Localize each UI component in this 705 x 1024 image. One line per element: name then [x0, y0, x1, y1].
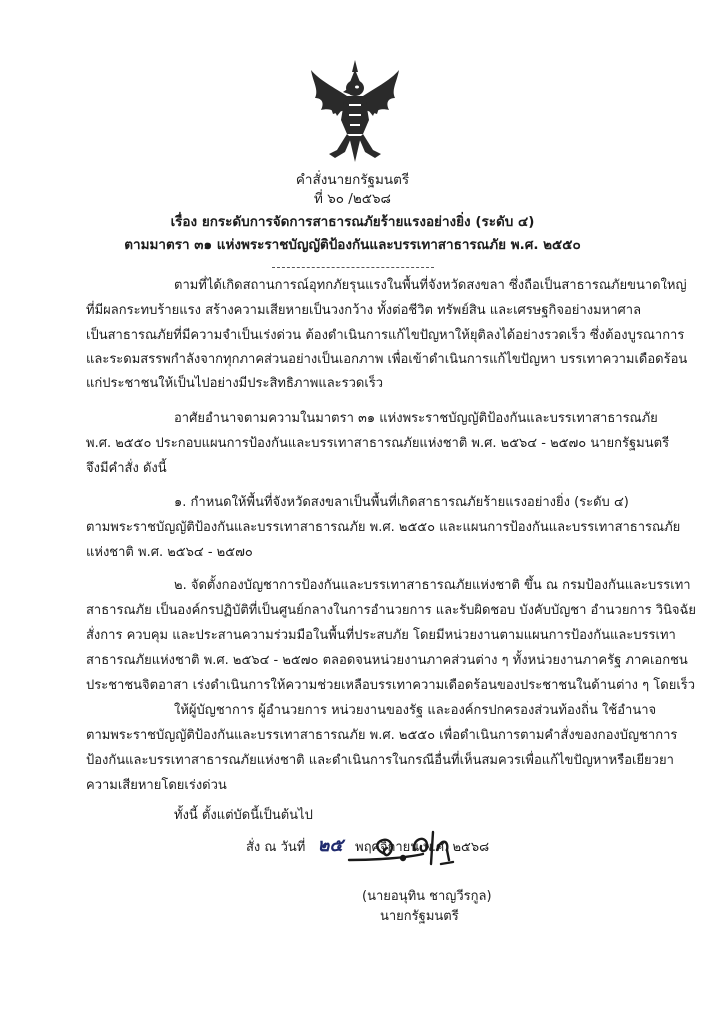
para4-line: ประชาชนจิตอาสา เร่งดำเนินการให้ความช่วยเหลือบรรเทาความเดือดร้อนของประชาชนในด้านต่าง ๆ โดยเร็ว — [86, 678, 696, 693]
para5-line: ตามพระราชบัญญัติป้องกันและบรรเทาสาธารณภัย พ.ศ. ๒๕๕๐ เพื่อดำเนินการตามคำสั่งของกองบัญชาการ — [86, 728, 678, 743]
document-number: ที่ ๖๐ /๒๕๖๘ — [314, 191, 391, 207]
para1-line: ที่มีผลกระทบร้ายแรง สร้างความเสียหายเป็นวงกว้าง ทั้งต่อชีวิต ทรัพย์สิน และเศรษฐกิจอย่างมหาศาล — [86, 303, 642, 318]
para3-line: ตามพระราชบัญญัติป้องกันและบรรเทาสาธารณภัย พ.ศ. ๒๕๕๐ และแผนการป้องกันและบรรเทาสาธารณภัย — [86, 520, 681, 535]
divider — [272, 267, 434, 268]
para3-line: ๑. กำหนดให้พื้นที่จังหวัดสงขลาเป็นพื้นที่เกิดสาธารณภัยร้ายแรงอย่างยิ่ง (ระดับ ๔) — [174, 495, 629, 510]
para2-line: อาศัยอำนาจตามความในมาตรา ๓๑ แห่งพระราชบัญญัติป้องกันและบรรเทาสาธารณภัย — [174, 411, 658, 426]
signer-title: นายกรัฐมนตรี — [380, 909, 459, 924]
signer-name: (นายอนุทิน ชาญวีรกูล) — [362, 889, 492, 904]
para4-line: สาธารณภัย เป็นองค์กรปฏิบัติที่เป็นศูนย์กลางในการอำนวยการ และรับผิดชอบ บังคับบัญชา อำนวยการ วินิจฉัย — [86, 603, 697, 618]
date-day: ๒๕ — [317, 835, 344, 856]
subject-line-2: ตามมาตรา ๓๑ แห่งพระราชบัญญัติป้องกันและบรรเทาสาธารณภัย พ.ศ. ๒๕๕๐ — [124, 237, 581, 253]
para1-line: และระดมสรรพกำลังจากทุกภาคส่วนอย่างเป็นเอกภาพ เพื่อเข้าดำเนินการแก้ไขปัญหา บรรเทาความเดือดร้อน — [86, 352, 688, 367]
para1-line: เป็นสาธารณภัยที่มีความจำเป็นเร่งด่วน ต้องดำเนินการแก้ไขปัญหาให้ยุติลงได้อย่างรวดเร็ว ซึ่งต้องบูรณาการ — [86, 328, 685, 343]
para1-line: ตามที่ได้เกิดสถานการณ์อุทกภัยรุนแรงในพื้นที่จังหวัดสงขลา ซึ่งถือเป็นสาธารณภัยขนาดใหญ่ — [174, 278, 687, 293]
handwritten-signature-icon — [345, 820, 475, 880]
subject-line-1: เรื่อง ยกระดับการจัดการสาธารณภัยร้ายแรงอย่างยิ่ง (ระดับ ๔) — [170, 214, 535, 230]
garuda-emblem-icon — [305, 58, 405, 164]
para1-line: แก่ประชาชนให้เป็นไปอย่างมีประสิทธิภาพและรวดเร็ว — [86, 376, 384, 391]
para4-line: สั่งการ ควบคุม และประสานความร่วมมือในพื้นที่ประสบภัย โดยมีหน่วยงานตามแผนการป้องกันและบรรเทา — [86, 628, 676, 643]
para4-line: สาธารณภัยแห่งชาติ พ.ศ. ๒๕๖๔ - ๒๕๗๐ ตลอดจนหน่วยงานภาคส่วนต่าง ๆ ทั้งหน่วยงานภาครัฐ ภาคเอกชน — [86, 653, 688, 668]
para2-line: จึงมีคำสั่ง ดังนี้ — [86, 461, 167, 476]
para5-line: ให้ผู้บัญชาการ ผู้อำนวยการ หน่วยงานของรัฐ และองค์กรปกครองส่วนท้องถิ่น ใช้อำนาจ — [174, 703, 657, 718]
para3-line: แห่งชาติ พ.ศ. ๒๕๖๔ - ๒๕๗๐ — [86, 545, 253, 560]
para5-line: ป้องกันและบรรเทาสาธารณภัยแห่งชาติ และดำเนินการในกรณีอื่นที่เห็นสมควรเพื่อแก้ไขปัญหาหรือเยียวยา — [86, 753, 674, 768]
document-title: คำสั่งนายกรัฐมนตรี — [295, 172, 410, 188]
para4-line: ๒. จัดตั้งกองบัญชาการป้องกันและบรรเทาสาธารณภัยแห่งชาติ ขึ้น ณ กรมป้องกันและบรรเทา — [174, 578, 691, 593]
effective-statement: ทั้งนี้ ตั้งแต่บัดนี้เป็นต้นไป — [174, 808, 313, 823]
para5-line: ความเสียหายโดยเร่งด่วน — [86, 778, 227, 793]
date-prefix: สั่ง ณ วันที่ — [246, 840, 306, 855]
para2-line: พ.ศ. ๒๕๕๐ ประกอบแผนการป้องกันและบรรเทาสาธารณภัยแห่งชาติ พ.ศ. ๒๕๖๔ - ๒๕๗๐ นายกรัฐมนตรี — [86, 436, 670, 451]
date-suffix: พฤศจิกายน พ.ศ. ๒๕๖๘ — [355, 840, 490, 855]
